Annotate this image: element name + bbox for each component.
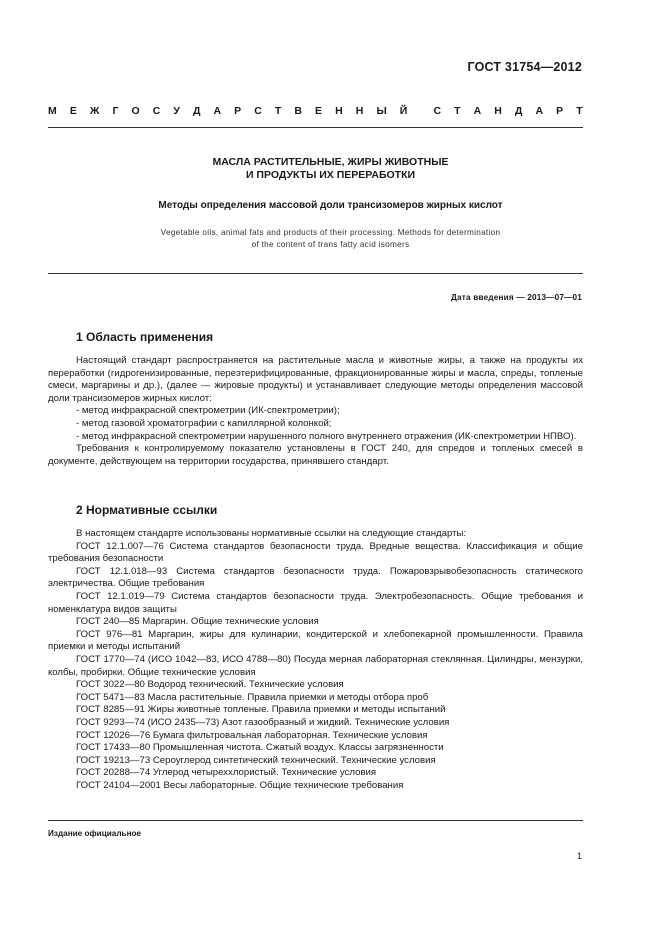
reference-item: ГОСТ 9293—74 (ИСО 2435—73) Азот газообразный и жидкий. Технические условия [76,716,450,728]
list-item: - метод инфракрасной спектрометрии (ИК-спектрометрии); [76,405,340,417]
heading-letter: А [535,105,544,117]
section-1-body [48,355,583,468]
heading-letter: Й [399,105,408,117]
heading-letter: Р [234,105,242,117]
title-line: И ПРОДУКТЫ ИХ ПЕРЕРАБОТКИ [245,169,416,181]
reference-item: ГОСТ 240—85 Маргарин. Общие технические условия [76,616,319,628]
heading-letter: Е [69,105,77,117]
footer-divider [48,820,583,821]
reference-item: ГОСТ 20288—74 Углерод четыреххлористый. Технические условия [76,767,377,779]
reference-item: ГОСТ 1770—74 (ИСО 1042—83, ИСО 4788—80) Посуда мерная лабораторная стеклянная. Цилиндры, мензурки, колбы, пробирки. Общие технические условия [48,653,583,678]
reference-item: ГОСТ 8285—91 Жиры животные топленые. Правила приемки и методы испытаний [76,704,446,716]
heading-letter: С [433,105,442,117]
introduction-date: Дата введения — 2013—07—01 [451,293,582,302]
reference-item: ГОСТ 12.1.019—79 Система стандартов безопасности труда. Электробезопасность. Общие требования и номенклатура видов защиты [48,590,583,615]
normative-references-list [48,528,583,792]
top-divider [48,127,583,128]
reference-item: ГОСТ 24104—2001 Весы лабораторные. Общие технические требования [76,779,404,791]
heading-letter: Д [192,105,201,117]
reference-item: ГОСТ 5471—83 Масла растительные. Правила приемки и методы отбора проб [76,691,429,703]
references-intro: В настоящем стандарте использованы нормативные ссылки на следующие стандарты: [76,528,467,539]
interstate-standard-heading [48,105,583,117]
heading-letter: А [473,105,482,117]
english-title [0,227,661,251]
section-1-title: 1 Область применения [76,330,214,344]
official-edition-label: Издание официальное [48,829,142,838]
heading-letter: Ы [376,105,387,117]
document-subtitle: Методы определения массовой доли трансизомеров жирных кислот [158,200,503,211]
heading-letter: О [131,105,140,117]
heading-letter: Д [514,105,523,117]
heading-letter: Н [494,105,502,117]
reference-item: ГОСТ 976—81 Маргарин, жиры для кулинарии, кондитерской и хлебопекарной промышленности. Правила приемки и методы испытаний [48,628,583,653]
reference-item: ГОСТ 3022—80 Водород технический. Технические условия [76,679,344,691]
heading-letter: Р [556,105,564,117]
heading-letter: М [48,105,57,117]
reference-item: ГОСТ 19213—73 Сероуглерод синтетический технический. Технические условия [76,754,436,766]
heading-letter: В [294,105,302,117]
paragraph: Настоящий стандарт распространяется на растительные масла и животные жиры, а также на продукты их переработки (гидрогенизированные, переэтерифицированные, фракционированные жиры и масла, спреды, топленые смеси, маргарины и др.), (далее — жировые продукты) и устанавливает следующие методы определения массовой доли трансизомеров жирных кислот: [48,355,583,404]
heading-letter: Е [315,105,323,117]
list-item: - метод газовой хроматографии с капиллярной колонкой; [76,417,332,429]
heading-letter: Т [576,105,583,117]
gost-code: ГОСТ 31754—2012 [467,60,582,74]
heading-letter: Н [355,105,364,117]
heading-letter: С [152,105,161,117]
section-2-title: 2 Нормативные ссылки [76,503,218,517]
title-line: МАСЛА РАСТИТЕЛЬНЫЕ, ЖИРЫ ЖИВОТНЫЕ [212,156,449,168]
heading-letter: Т [274,105,282,117]
paragraph: Требования к контролируемому показателю установлены в ГОСТ 240, для спредов и топленых смесей в документе, действующем на территории государства, принявшего стандарт. [48,443,583,467]
page-number: 1 [576,851,582,861]
heading-letter: Н [335,105,343,117]
reference-item: ГОСТ 12.1.018—93 Система стандартов безопасности труда. Пожаровзрывобезопасность статического электричества. Общие требования [48,565,583,590]
heading-letter: Ж [89,105,100,117]
reference-item: ГОСТ 17433—80 Промышленная чистота. Сжатый воздух. Классы загрязненности [76,742,444,754]
reference-item: ГОСТ 12.1.007—76 Система стандартов безопасности труда. Вредные вещества. Классификация и общие требования безопасности [48,540,583,565]
heading-letter: У [173,105,180,117]
heading-letter: Г [112,105,119,117]
heading-letter: Т [454,105,461,117]
document-title [0,156,661,182]
list-item: - метод инфракрасной спектрометрии нарушенного полного внутреннего отражения (ИК-спектрометрии НПВО). [76,430,577,442]
heading-letter: С [254,105,262,117]
heading-letter: А [213,105,222,117]
title-divider [48,273,583,274]
english-title-line: of the content of trans fatty acid isomers [251,240,410,249]
reference-item: ГОСТ 12026—76 Бумага фильтровальная лабораторная. Технические условия [76,729,428,741]
english-title-line: Vegetable oils, animal fats and products of their processing. Methods for determination [160,228,501,237]
